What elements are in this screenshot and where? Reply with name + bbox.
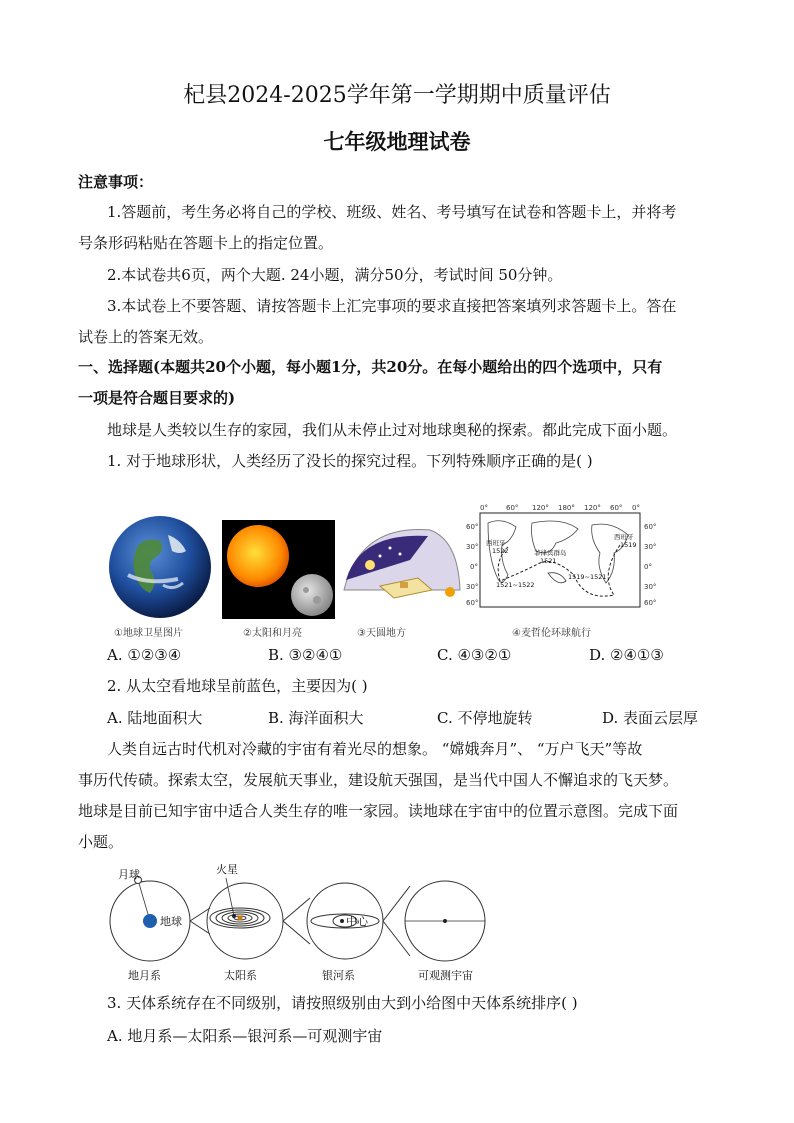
q1-option-b: B. ③②④① <box>268 646 343 664</box>
page-title: 杞县2024-2025学年第一学期期中质量评估 <box>183 83 611 108</box>
q2-option-d: D. 表面云层厚 <box>602 709 699 727</box>
magellan-voyage-map <box>462 503 662 622</box>
label-center: 中心 <box>346 915 368 928</box>
map-lat-label: 30° <box>466 543 479 551</box>
section1-heading-line1: 一、选择题(本题共20个小题，每小题1分，共20分。在每小题给出的四个选项中，只有 <box>78 358 663 376</box>
caption-magellan: ④麦哲伦环球航行 <box>512 628 591 639</box>
map-route-label: 1521 <box>540 557 557 565</box>
map-lat-label: 60° <box>644 523 657 531</box>
map-lon-label: 60° <box>610 504 623 512</box>
caption-heaven-earth: ③天圆地方 <box>357 628 406 639</box>
passage2-line2: 事历代传碛。探索太空，发展航天事业，建设航天强国，是当代中国人不懈追求的飞天梦。 <box>78 771 679 789</box>
label-mars: 火星 <box>216 863 238 876</box>
celestial-systems-diagram <box>100 858 500 988</box>
map-lat-label: 30° <box>644 543 657 551</box>
q2-option-a: A. 陆地面积大 <box>107 709 203 727</box>
caption-galaxy: 银河系 <box>322 969 355 982</box>
note-3-line1: 3.本试卷上不要答题、请按答题卡上汇完事项的要求直接把答案填列求答题卡上。答在 <box>107 297 677 315</box>
map-lon-label: 180° <box>558 504 575 512</box>
caption-sun-moon: ②太阳和月亮 <box>243 628 302 639</box>
label-earth: 地球 <box>160 915 182 928</box>
round-heaven-square-earth-image <box>340 520 462 617</box>
caption-observable-universe: 可观测宇宙 <box>418 969 473 982</box>
map-route-label: 1522 <box>492 547 509 555</box>
map-lat-label: 60° <box>644 599 657 607</box>
sun-and-moon-image <box>222 520 335 619</box>
caption-earth-moon-system: 地月系 <box>128 969 161 982</box>
question-3-stem: 3. 天体系统存在不同级别，请按照级别由大到小给图中天体系统排序( ) <box>107 994 578 1012</box>
passage2-line1: 人类自远古时代机对冷藏的宇宙有着光尽的想象。 “嫦娥奔月”、 “万户飞天”等故 <box>107 740 643 758</box>
page-subtitle: 七年级地理试卷 <box>323 129 471 154</box>
question-1-stem: 1. 对于地球形状，人类经历了没长的探究过程。下列特殊顺序正确的是( ) <box>107 452 593 470</box>
map-lat-label: 0° <box>470 563 478 571</box>
q2-option-c: C. 不停地旋转 <box>437 709 533 727</box>
map-route-label: 西班牙 <box>614 533 634 541</box>
map-lat-label: 30° <box>644 583 657 591</box>
map-route-label: 1519 <box>620 541 637 549</box>
question-2-stem: 2. 从太空看地球呈前蓝色，主要因为( ) <box>107 677 368 695</box>
q1-option-a: A. ①②③④ <box>107 646 182 664</box>
map-lat-label: 60° <box>466 599 479 607</box>
note-3-line2: 试卷上的答案无效。 <box>78 328 214 346</box>
note-2: 2.本试卷共6页，两个大题. 24小题，满分50分，考试时间 50分钟。 <box>107 266 563 284</box>
q1-option-d: D. ②④①③ <box>589 646 664 664</box>
map-lat-label: 30° <box>466 583 479 591</box>
q1-option-c: C. ④③②① <box>437 646 512 664</box>
label-moon: 月球 <box>118 868 140 881</box>
map-route-label: 菲律宾群岛 <box>534 549 567 557</box>
passage2-line4: 小题。 <box>78 833 124 851</box>
map-lon-label: 60° <box>506 504 519 512</box>
map-lon-label: 120° <box>584 504 601 512</box>
note-1-line2: 号条形码粘贴在答题卡上的指定位置。 <box>78 234 334 252</box>
map-route-label: 西班牙 <box>486 539 506 547</box>
note-1-line1: 1.答题前，考生务必将自己的学校、班级、姓名、考号填写在试卷和答题卡上，并将考 <box>107 203 677 221</box>
earth-satellite-image <box>108 515 212 619</box>
passage-intro: 地球是人类较以生存的家园，我们从未停止过对地球奥秘的探索。都此完成下面小题。 <box>107 421 678 439</box>
passage2-line3: 地球是目前已知宇宙中适合人类生存的唯一家园。读地球在宇宙中的位置示意图。完成下面 <box>78 802 679 820</box>
map-lon-label: 0° <box>632 504 640 512</box>
q3-option-a: A. 地月系—太阳系—银河系—可观测宇宙 <box>107 1027 383 1045</box>
map-lon-label: 0° <box>480 504 488 512</box>
caption-earth: ①地球卫星图片 <box>114 628 183 639</box>
caption-solar-system: 太阳系 <box>224 969 257 982</box>
q2-option-b: B. 海洋面积大 <box>268 709 364 727</box>
notes-heading: 注意事项： <box>78 173 154 191</box>
map-lat-label: 60° <box>466 523 479 531</box>
map-route-label: 1519~1521 <box>568 573 607 581</box>
map-route-label: 1521~1522 <box>496 581 535 589</box>
section1-heading-line2: 一项是符合题目要求的) <box>78 389 236 407</box>
map-lon-label: 120° <box>532 504 549 512</box>
map-lat-label: 0° <box>644 563 652 571</box>
